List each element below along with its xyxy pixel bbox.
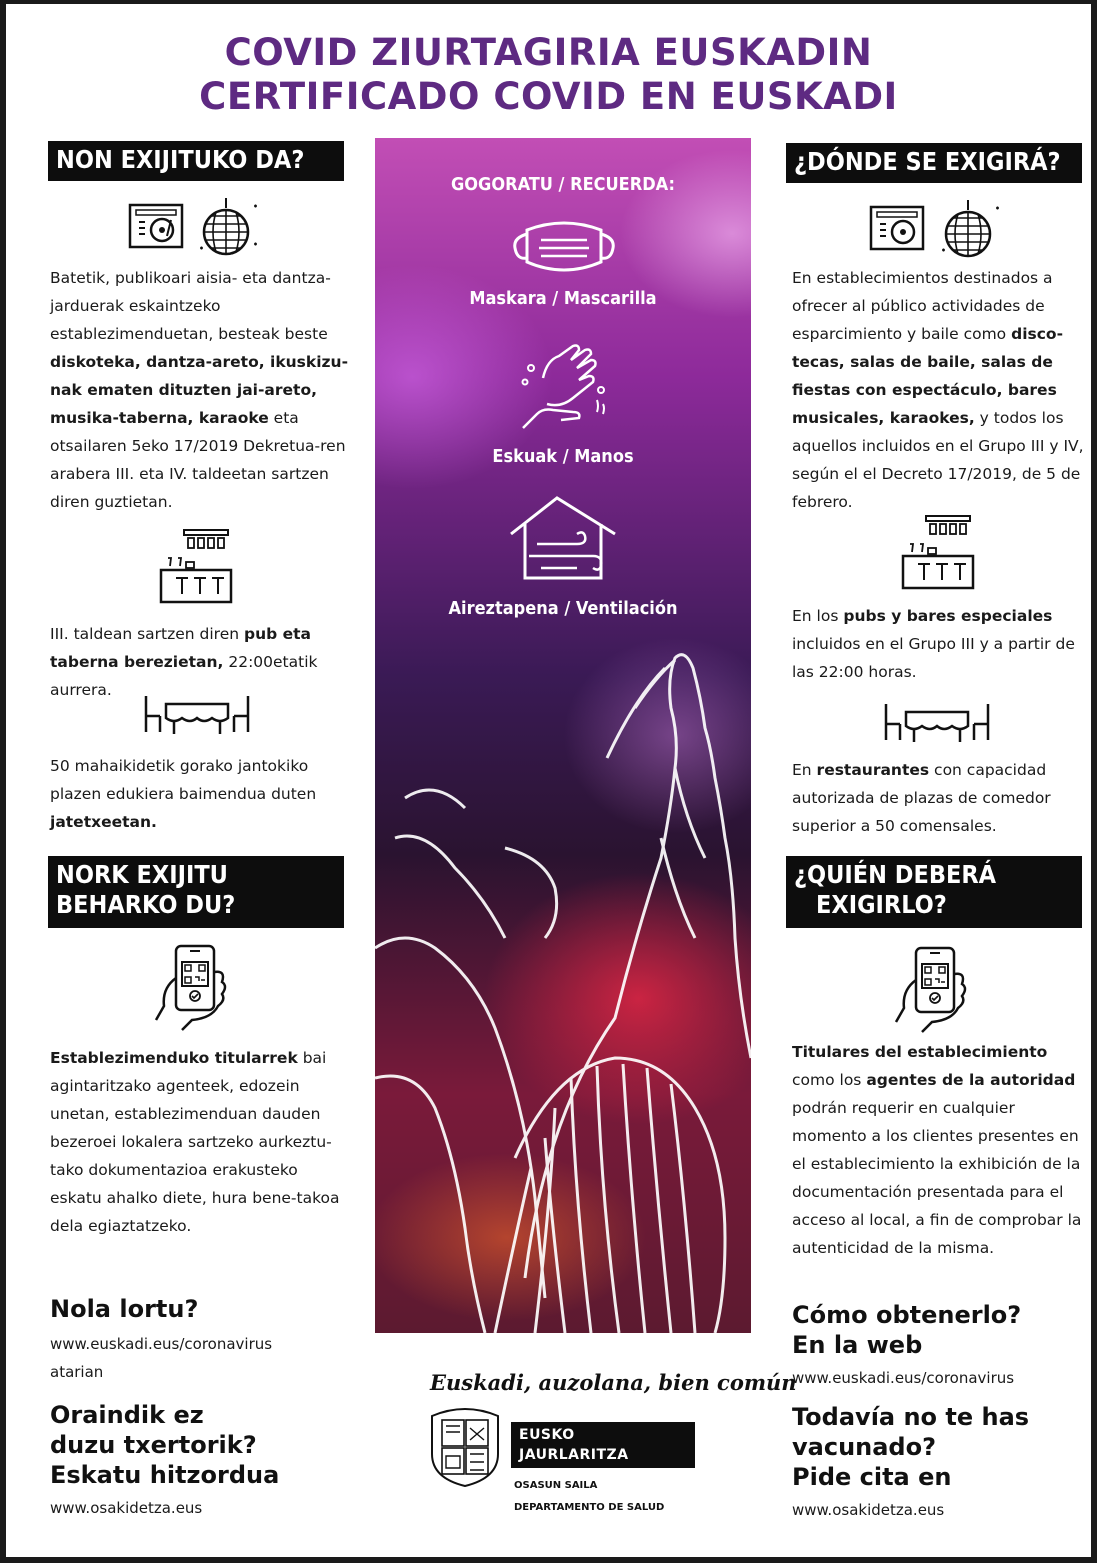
- right-how-url[interactable]: www.euskadi.eus/coronavirus: [792, 1369, 1015, 1387]
- left-vaccine-line3: Eskatu hitzordua: [50, 1461, 280, 1489]
- right-who-heading-line2: EXIGIRLO?: [816, 890, 947, 919]
- right-who-text: Titulares del establecimiento como los agentes de la autoridad podrán requerir en cualquier momento a los clientes presentes en el establecimiento la exhibición de la documentación presentada para el acceso al local, a fin de comprobar la autenticidad de la misma.: [792, 1043, 1082, 1257]
- center-image-strip: [375, 138, 751, 1333]
- left-who-heading-line2: BEHARKO DU?: [56, 890, 236, 919]
- left-who-heading-line1: NORK EXIJITU: [56, 860, 228, 889]
- phone-qr-icon: [152, 942, 232, 1032]
- disco-ball-icon: [938, 198, 1008, 262]
- gov-name-basque: EUSKO JAURLARITZA: [519, 1427, 629, 1463]
- left-how-url-suffix: atarian: [50, 1363, 104, 1381]
- left-restaurant-text: 50 mahaikidetik gorako jantokiko plazen edukiera baimendua duten jatetxeetan.: [50, 757, 317, 831]
- left-vaccine-line2: duzu txertorik?: [50, 1431, 257, 1459]
- left-where-text: Batetik, publikoari aisia- eta dantza-jarduerak eskaintzeko establezimenduetan, besteak beste diskoteka, dantza-areto, ikuskizu-nak ematen dituzten jai-areto, musika-taberna, karaoke eta otsailaren 5eko 17/2019 Dekretua-ren arabera III. eta IV. taldeetan sartzen diren guztietan.: [50, 269, 349, 511]
- ventilation-label: Aireztapena / Ventilación: [448, 598, 678, 619]
- title-basque: COVID ZIURTAGIRIA EUSKADIN: [224, 31, 873, 74]
- right-vaccine-line2: vacunado?: [792, 1433, 937, 1461]
- right-restaurant-text: En restaurantes con capacidad autorizada de plazas de comedor superior a 50 comensales.: [792, 761, 1051, 835]
- bar-counter-icon: [898, 514, 978, 590]
- left-vaccine-url[interactable]: www.osakidetza.eus: [50, 1499, 203, 1517]
- remember-label: GOGORATU / RECUERDA:: [451, 174, 675, 195]
- right-vaccine-line3: Pide cita en: [792, 1463, 952, 1491]
- disco-ball-icon: [196, 196, 266, 260]
- poster: [6, 4, 1091, 1557]
- right-how-heading-line1: Cómo obtenerlo?: [792, 1301, 1022, 1329]
- left-pubs-text: III. taldean sartzen diren pub eta taberna berezietan, 22:00etatik aurrera.: [50, 625, 318, 699]
- gov-name-spanish: GOBIERNO VASCO: [519, 1467, 668, 1483]
- right-how-heading-line2: En la web: [792, 1331, 923, 1359]
- right-vaccine-line1: Todavía no te has: [792, 1403, 1030, 1431]
- left-how-url[interactable]: www.euskadi.eus/coronavirus: [50, 1335, 273, 1353]
- slogan: Euskadi, auzolana, bien común: [430, 1370, 797, 1395]
- left-who-heading: [48, 856, 344, 928]
- right-where-text: En establecimientos destinados a ofrecer al público actividades de esparcimiento y baile como disco-tecas, salas de baile, salas de fiestas con espectáculo, bares musicales, karaokes, y todos los aquellos incluidos en el Grupo III y IV, según el el Decreto 17/2019, de 5 de febrero.: [792, 269, 1084, 511]
- title-spanish: CERTIFICADO COVID EN EUSKADI: [199, 75, 898, 118]
- raised-hands-illustration: [375, 638, 751, 1333]
- hand-washing-icon: [513, 338, 613, 434]
- right-where-heading: ¿DÓNDE SE EXIGIRÁ?: [786, 143, 1082, 183]
- department-spanish: DEPARTAMENTO DE SALUD: [514, 1502, 665, 1513]
- left-how-heading: Nola lortu?: [50, 1295, 199, 1323]
- government-label-box: [511, 1422, 695, 1483]
- hands-label: Eskuak / Manos: [492, 446, 634, 467]
- left-vaccine-line1: Oraindik ez: [50, 1401, 204, 1429]
- department-basque: OSASUN SAILA: [514, 1480, 598, 1491]
- ventilation-house-icon: [507, 494, 619, 584]
- mask-icon: [509, 216, 619, 280]
- mask-label: Maskara / Mascarilla: [469, 288, 657, 309]
- right-who-heading: [786, 856, 1082, 928]
- bar-counter-icon: [156, 528, 236, 604]
- phone-qr-icon: [892, 944, 972, 1034]
- left-where-heading: NON EXIJITUKO DA?: [48, 141, 344, 181]
- right-vaccine-url[interactable]: www.osakidetza.eus: [792, 1501, 945, 1519]
- right-pubs-text: En los pubs y bares especiales incluidos en el Grupo III y a partir de las 22:00 horas.: [792, 607, 1075, 681]
- left-who-text: Establezimenduko titularrek bai agintaritzako agenteek, edozein unetan, establezimenduan dauden bezeroei lokalera sartzeko aurkeztu-tako dokumentazioa erakusteko eskatu ahalko diete, hura bene-takoa dela egiaztatzeko.: [50, 1049, 340, 1235]
- right-who-heading-line1: ¿QUIÉN DEBERÁ: [794, 860, 997, 889]
- dining-table-icon: [142, 690, 252, 736]
- basque-government-seal: [426, 1406, 504, 1488]
- dining-table-icon: [882, 698, 992, 744]
